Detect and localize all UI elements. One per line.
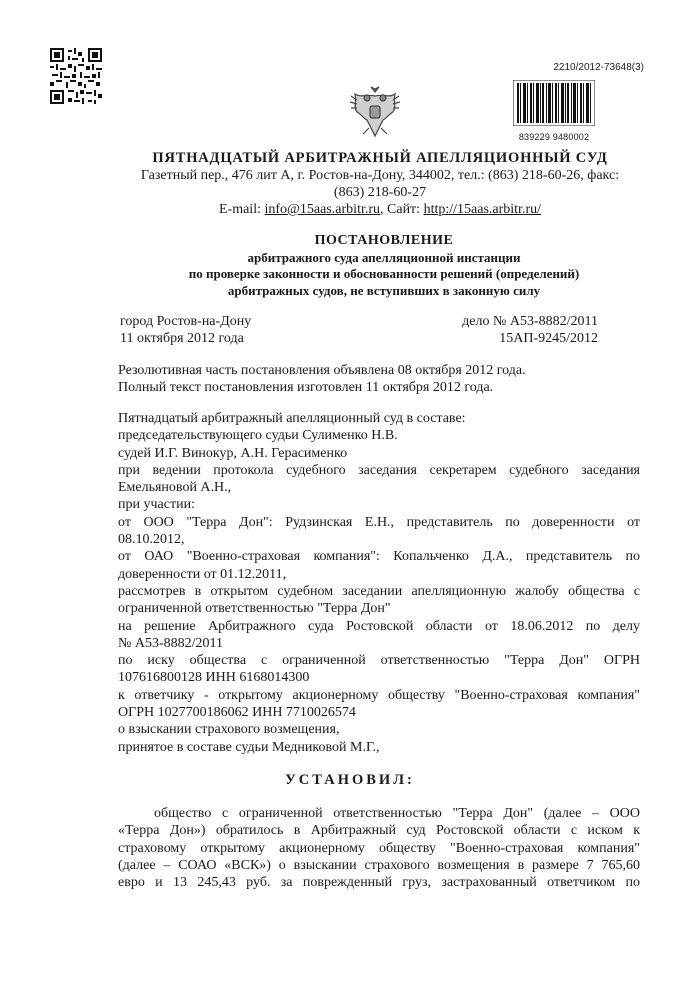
coat-of-arms-emblem bbox=[349, 84, 401, 140]
title-line-3: арбитражных судов, не вступивших в законную силу bbox=[227, 282, 541, 298]
court-address: Газетный пер., 476 лит А, г. Ростов-на-Дону, 344002, тел.: (863) 218-60-26, факс: bbox=[140, 168, 620, 183]
text-line: принятое в составе судьи Медниковой М.Г., bbox=[118, 739, 380, 755]
text-line: № А53-8882/2011 bbox=[118, 635, 223, 651]
document-title bbox=[110, 233, 658, 299]
appeal-number: 15АП-9245/2012 bbox=[499, 331, 598, 346]
text-line: о взыскании страхового возмещения, bbox=[118, 722, 340, 738]
text-line: 08.10.2012, bbox=[118, 532, 185, 548]
text-line: судей И.Г. Винокур, А.Н. Герасименко bbox=[118, 445, 348, 461]
text-line: доверенности от 01.12.2011, bbox=[118, 566, 287, 582]
case-number: дело № А53-8882/2011 bbox=[462, 314, 598, 329]
city: город Ростов-на-Дону bbox=[120, 314, 252, 329]
announcement-line: Резолютивная часть постановления объявлена 08 октября 2012 года. bbox=[118, 363, 526, 378]
text-line: председательствующего судьи Сулименко Н.В. bbox=[118, 428, 398, 444]
text-line: Емельяновой А.Н., bbox=[118, 480, 232, 496]
composition-block bbox=[118, 410, 640, 756]
text-line: евро и 13 245,43 руб. за поврежденный груз, застрахованный ответчиком по bbox=[118, 875, 640, 891]
section-heading: УСТАНОВИЛ: bbox=[285, 772, 415, 788]
email-link[interactable]: info@15aas.arbitr.ru bbox=[264, 202, 381, 217]
text-line: от ОАО "Военно-страховая компания": Копальченко Д.А., представитель по bbox=[118, 549, 640, 565]
text-line: общество с ограниченной ответственностью "Терра Дон" (далее – ООО bbox=[154, 806, 640, 821]
document-registration-number: 2210/2012-73648(3) bbox=[553, 62, 644, 73]
text-line: 107616800128 ИНН 6168014300 bbox=[118, 670, 310, 686]
court-name: ПЯТНАДЦАТЫЙ АРБИТРАЖНЫЙ АПЕЛЛЯЦИОННЫЙ СУД bbox=[152, 150, 608, 166]
text-line: Пятнадцатый арбитражный апелляционный суд в составе: bbox=[118, 411, 466, 426]
title-line-1: арбитражного суда апелляционной инстанции bbox=[247, 249, 521, 265]
text-line: ограниченной ответственностью "Терра Дон" bbox=[118, 601, 391, 617]
barcode-number: 839229 9480002 bbox=[518, 132, 590, 142]
email-label: E-mail: bbox=[218, 202, 261, 217]
title-line-2: по проверке законности и обоснованности решений (определений) bbox=[188, 266, 580, 281]
announcement-line: Полный текст постановления изготовлен 11 октября 2012 года. bbox=[118, 380, 494, 396]
text-line: к ответчику - открытому акционерному обществу "Военно-страховая компания" bbox=[118, 687, 640, 703]
text-line: на решение Арбитражного суда Ростовской области от 18.06.2012 по делу bbox=[118, 618, 640, 634]
qr-code bbox=[50, 48, 102, 104]
text-line: рассмотрев в открытом судебном заседании апелляционную жалобу общества с bbox=[118, 583, 640, 599]
decision-date: 11 октября 2012 года bbox=[120, 331, 244, 346]
text-line: «Терра Дон») обратилось в Арбитражный суд Ростовской области с иском к bbox=[118, 823, 640, 839]
announcement-block bbox=[118, 362, 640, 397]
text-line: ОГРН 1027700186062 ИНН 7710026574 bbox=[118, 705, 356, 721]
site-link[interactable]: http://15aas.arbitr.ru/ bbox=[423, 202, 541, 217]
text-line: при участии: bbox=[118, 497, 195, 513]
barcode bbox=[513, 80, 595, 142]
text-line: страховому открытому акционерному обществу "Военно-страховая компания" bbox=[118, 840, 640, 856]
text-line: по иску общества с ограниченной ответственностью "Терра Дон" ОГРН bbox=[118, 653, 640, 669]
title-heading: ПОСТАНОВЛЕНИЕ bbox=[314, 233, 454, 248]
findings-paragraph bbox=[118, 805, 640, 891]
text-line: от ООО "Терра Дон": Рудзинская Е.Н., представитель по доверенности от bbox=[118, 514, 640, 530]
court-contacts bbox=[100, 201, 660, 218]
court-header bbox=[100, 150, 660, 218]
site-label: , Сайт: bbox=[380, 202, 421, 217]
court-fax: (863) 218-60-27 bbox=[333, 185, 427, 200]
barcode-bars bbox=[513, 80, 595, 126]
text-line: при ведении протокола судебного заседания секретарем судебного заседания bbox=[118, 462, 640, 478]
text-line: (далее – СОАО «ВСК») о взыскании страхового возмещения в размере 7 765,60 bbox=[118, 857, 640, 873]
